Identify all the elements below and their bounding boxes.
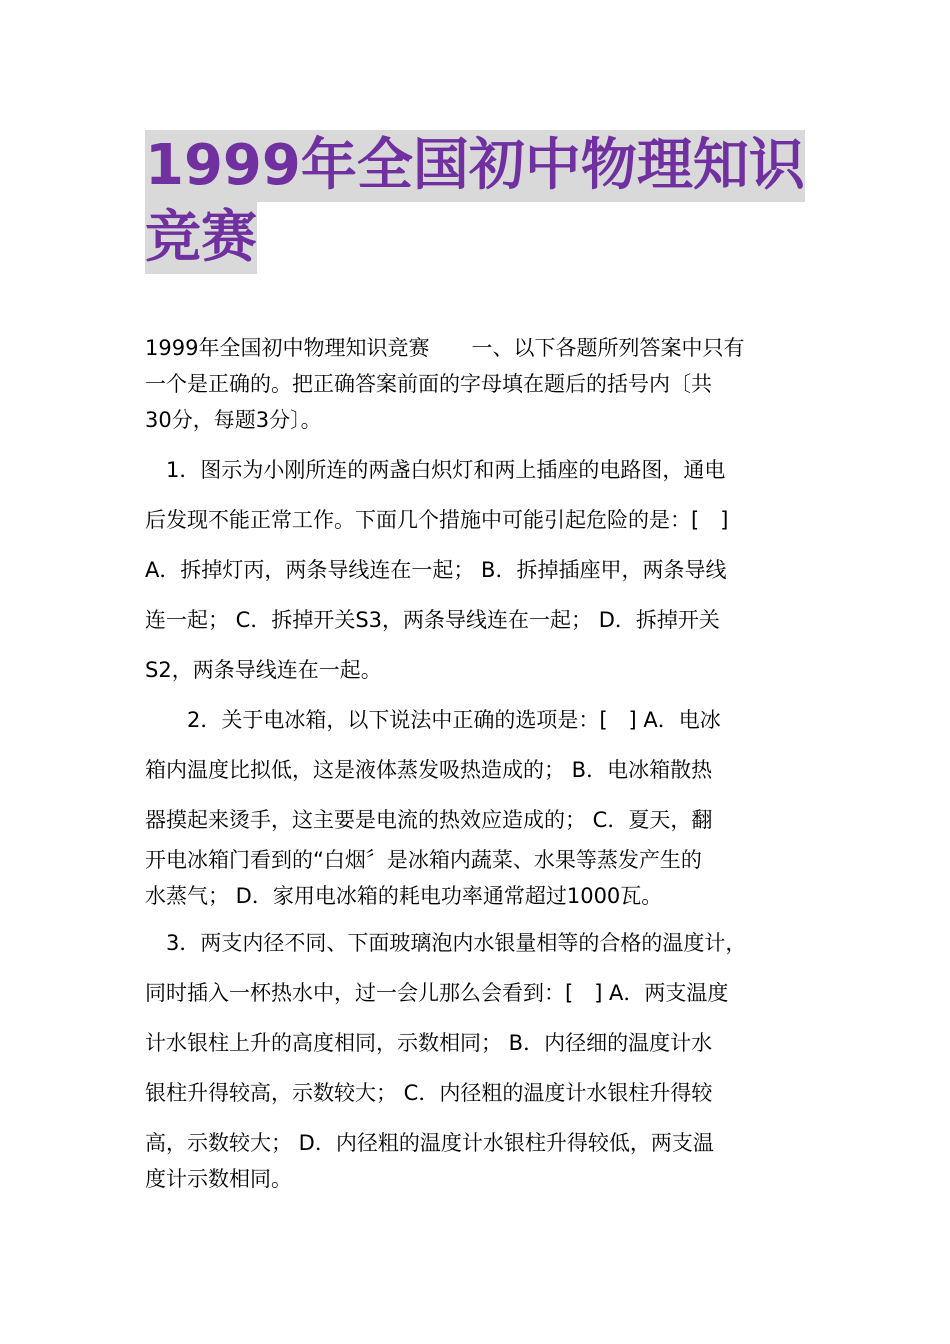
intro-paragraph	[145, 330, 810, 438]
question-1	[145, 452, 810, 688]
text-line: 计水银柱上升的高度相同，示数相同； B．内径细的温度计水	[145, 1031, 713, 1055]
text-line: 箱内温度比拟低，这是液体蒸发吸热造成的； B．电冰箱散热	[145, 758, 713, 782]
text-line: 水蒸气； D．家用电冰箱的耗电功率通常超过1000瓦。	[145, 884, 663, 908]
text-line: 器摸起来烫手，这主要是电流的热效应造成的； C．夏天，翻	[145, 808, 713, 832]
text-line: 1．图示为小刚所连的两盏白炽灯和两上插座的电路图，通电	[145, 458, 726, 482]
text-line: S2，两条导线连在一起。	[145, 658, 382, 682]
text-line: 同时插入一杯热水中，过一会儿那么会看到：[ ] A．两支温度	[145, 981, 729, 1005]
text-line: 1999年全国初中物理知识竞赛 一、以下各题所列答案中只有	[145, 336, 745, 360]
text-line: 银柱升得较高，示数较大； C．内径粗的温度计水银柱升得较	[145, 1081, 713, 1105]
title-line-2: 竞赛	[145, 202, 257, 274]
text-line: 度计示数相同。	[145, 1167, 292, 1191]
text-line: 后发现不能正常工作。下面几个措施中可能引起危险的是：[ ]	[145, 508, 729, 532]
question-2	[145, 702, 810, 914]
text-line: 连一起； C．拆掉开关S3，两条导线连在一起； D．拆掉开关	[145, 608, 720, 632]
text-line: A．拆掉灯丙，两条导线连在一起； B．拆掉插座甲，两条导线	[145, 558, 727, 582]
question-3	[145, 925, 810, 1197]
text-line: 开电冰箱门看到的“白烟〞是冰箱内蔬菜、水果等蒸发产生的	[145, 848, 702, 872]
text-line: 3．两支内径不同、下面玻璃泡内水银量相等的合格的温度计，	[145, 931, 747, 955]
text-line: 30分，每题3分〕。	[145, 408, 322, 432]
text-line: 2．关于电冰箱，以下说法中正确的选项是：[ ] A．电冰	[145, 708, 721, 732]
page-title	[145, 130, 815, 274]
text-line: 一个是正确的。把正确答案前面的字母填在题后的括号内〔共	[145, 372, 712, 396]
text-line: 高，示数较大； D．内径粗的温度计水银柱升得较低，两支温	[145, 1131, 714, 1155]
title-line-1: 1999年全国初中物理知识	[145, 130, 805, 202]
